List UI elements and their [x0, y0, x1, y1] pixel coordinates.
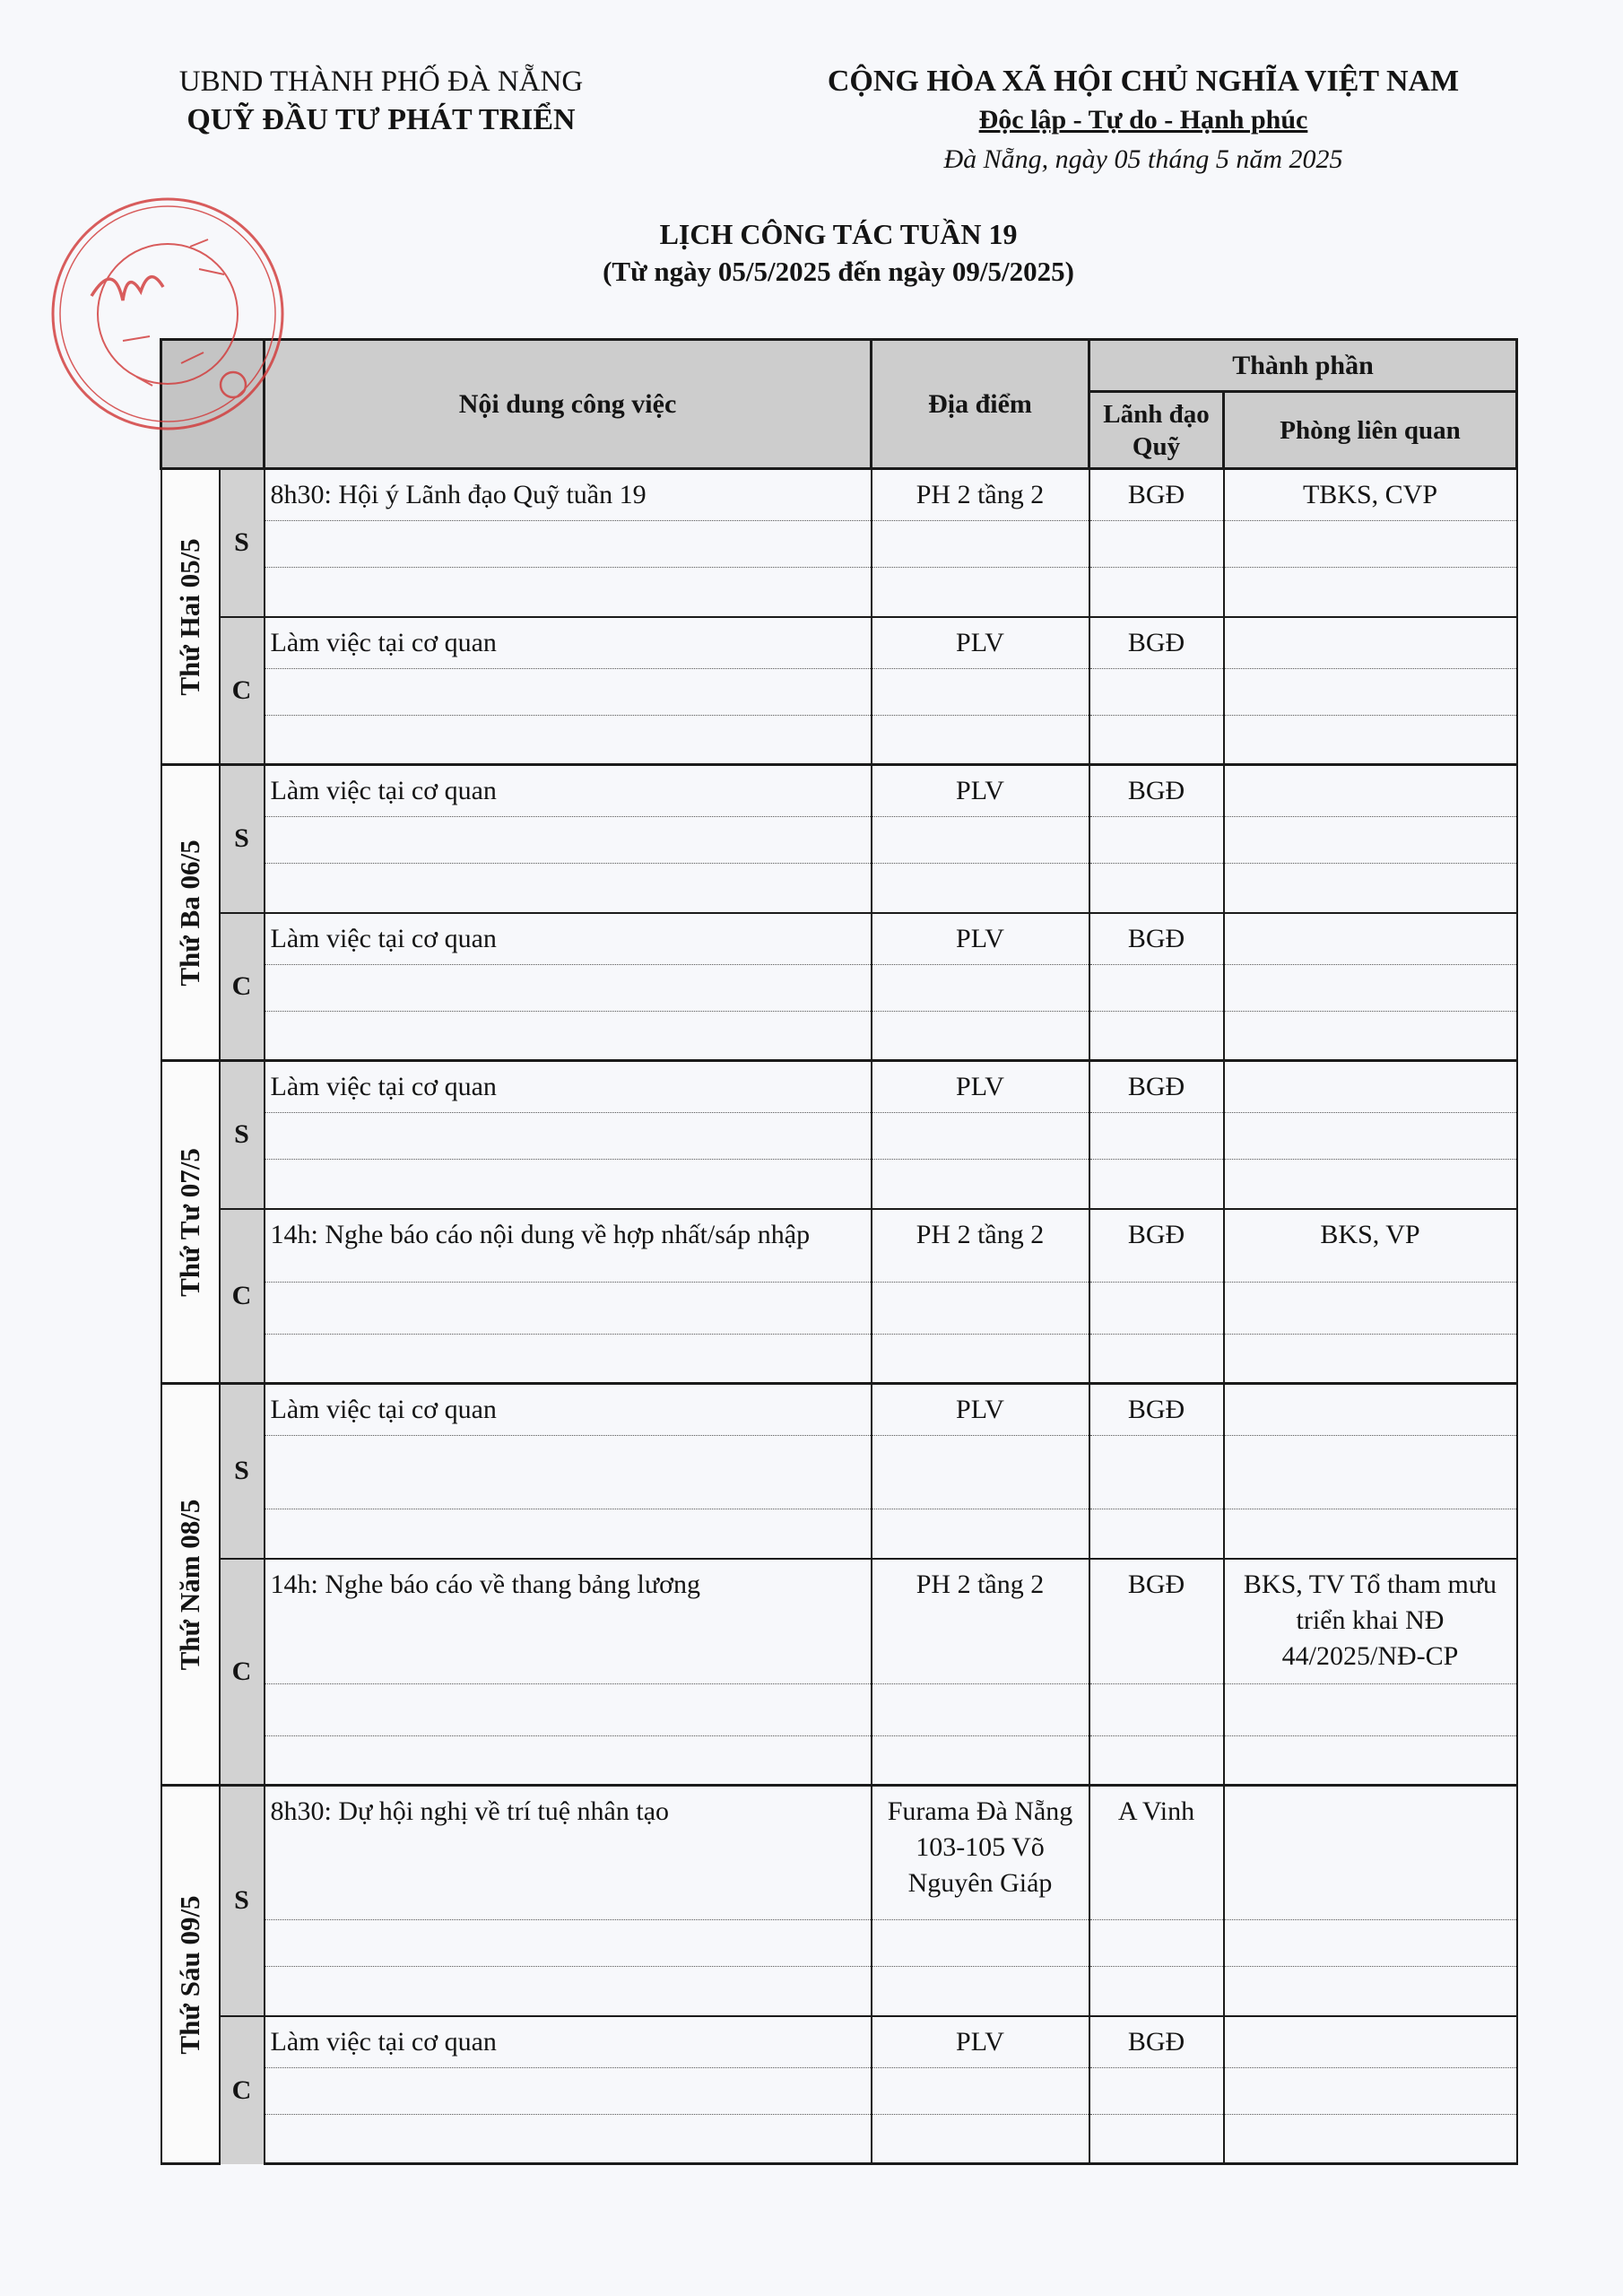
dept-cell	[1224, 817, 1517, 864]
place-text: PH 2 tầng 2	[916, 480, 1045, 509]
document-title	[448, 215, 1228, 291]
place-text: PLV	[956, 776, 1004, 805]
leader-text: BGĐ	[1127, 923, 1185, 953]
task-cell	[265, 1209, 872, 1283]
session-code: S	[220, 1061, 265, 1209]
leader-cell	[1089, 1436, 1224, 1509]
session-code: S	[220, 1384, 265, 1559]
dept-cell	[1224, 2068, 1517, 2115]
table-row	[161, 1786, 1517, 1920]
leader-text: BGĐ	[1127, 1219, 1185, 1249]
dept-cell	[1224, 617, 1517, 669]
dept-text: TBKS, CVP	[1302, 480, 1438, 509]
task-text: 14h: Nghe báo cáo về thang bảng lương	[270, 1569, 701, 1599]
dept-cell	[1224, 521, 1517, 568]
task-cell	[265, 965, 872, 1012]
task-cell	[265, 817, 872, 864]
dept-cell	[1224, 669, 1517, 716]
task-cell	[265, 1967, 872, 2016]
place-cell	[872, 1335, 1089, 1384]
leader-cell	[1089, 617, 1224, 669]
task-cell	[265, 765, 872, 817]
dept-cell	[1224, 965, 1517, 1012]
leader-cell	[1089, 1335, 1224, 1384]
table-row	[161, 817, 1517, 864]
dept-text	[1225, 1385, 1516, 1392]
place-cell	[872, 864, 1089, 913]
day-label: Thứ Năm 08/5	[174, 1499, 205, 1670]
task-cell	[265, 2068, 872, 2115]
place-cell	[872, 1160, 1089, 1209]
task-cell	[265, 469, 872, 521]
session-code: C	[220, 1559, 265, 1786]
day-label: Thứ Tư 07/5	[174, 1147, 205, 1297]
table-row	[161, 2115, 1517, 2164]
leader-cell	[1089, 521, 1224, 568]
day-cell	[161, 765, 220, 1061]
table-row	[161, 1736, 1517, 1786]
table-row	[161, 1509, 1517, 1559]
task-cell	[265, 1736, 872, 1786]
place-cell	[872, 1113, 1089, 1160]
table-row	[161, 617, 1517, 669]
table-row	[161, 2068, 1517, 2115]
place-cell	[872, 913, 1089, 965]
dept-text	[1225, 1062, 1516, 1069]
dept-cell	[1224, 1967, 1517, 2016]
day-cell	[161, 1384, 220, 1786]
place-cell	[872, 1736, 1089, 1786]
dept-cell	[1224, 1920, 1517, 1967]
task-cell	[265, 2115, 872, 2164]
table-row	[161, 965, 1517, 1012]
task-text: Làm việc tại cơ quan	[270, 1395, 497, 1424]
dept-cell	[1224, 2115, 1517, 2164]
place-cell	[872, 1967, 1089, 2016]
session-code: C	[220, 2016, 265, 2164]
dept-cell	[1224, 765, 1517, 817]
leader-cell	[1089, 1384, 1224, 1436]
task-text: 8h30: Dự hội nghị về trí tuệ nhân tạo	[270, 1796, 670, 1826]
task-text: Làm việc tại cơ quan	[270, 776, 497, 805]
table-row	[161, 1920, 1517, 1967]
leader-cell	[1089, 1509, 1224, 1559]
leader-cell	[1089, 765, 1224, 817]
dept-cell	[1224, 1736, 1517, 1786]
title-range: (Từ ngày 05/5/2025 đến ngày 09/5/2025)	[603, 256, 1074, 287]
table-row	[161, 568, 1517, 617]
place-text: PH 2 tầng 2	[916, 1569, 1045, 1599]
task-cell	[265, 1786, 872, 1920]
header-leader: Lãnh đạo Quỹ	[1089, 392, 1224, 469]
task-cell	[265, 864, 872, 913]
leader-cell	[1089, 1684, 1224, 1736]
table-row	[161, 1160, 1517, 1209]
place-text: PLV	[956, 923, 1004, 953]
task-text: Làm việc tại cơ quan	[270, 627, 497, 657]
header-dept: Phòng liên quan	[1224, 392, 1517, 469]
leader-cell	[1089, 2016, 1224, 2068]
place-cell	[872, 1012, 1089, 1061]
task-cell	[265, 521, 872, 568]
header-place: Địa điểm	[872, 340, 1089, 469]
table-row	[161, 1283, 1517, 1335]
dept-cell	[1224, 1335, 1517, 1384]
dept-cell	[1224, 2016, 1517, 2068]
day-label: Thứ Hai 05/5	[174, 537, 205, 696]
seal-stamp-icon	[38, 184, 298, 444]
place-text: PLV	[956, 1395, 1004, 1424]
leader-text: BGĐ	[1127, 2026, 1185, 2057]
leader-cell	[1089, 913, 1224, 965]
session-code: C	[220, 913, 265, 1061]
place-text: PH 2 tầng 2	[916, 1219, 1045, 1249]
leader-cell	[1089, 1160, 1224, 1209]
task-cell	[265, 1335, 872, 1384]
dept-cell	[1224, 1160, 1517, 1209]
place-cell	[872, 1209, 1089, 1283]
dept-cell	[1224, 1283, 1517, 1335]
dept-cell	[1224, 1786, 1517, 1920]
place-cell	[872, 716, 1089, 765]
leader-cell	[1089, 1736, 1224, 1786]
place-cell	[872, 1061, 1089, 1113]
document-date: Đà Nẵng, ngày 05 tháng 5 năm 2025	[943, 144, 1343, 174]
place-cell	[872, 1920, 1089, 1967]
table-row	[161, 765, 1517, 817]
dept-cell	[1224, 864, 1517, 913]
table-row	[161, 716, 1517, 765]
table-row	[161, 1967, 1517, 2016]
place-cell	[872, 1786, 1089, 1920]
leader-text: BGĐ	[1127, 776, 1185, 805]
table-row	[161, 669, 1517, 716]
leader-cell	[1089, 1559, 1224, 1684]
table-row	[161, 1335, 1517, 1384]
task-cell	[265, 1509, 872, 1559]
place-cell	[872, 1436, 1089, 1509]
place-cell	[872, 568, 1089, 617]
title-main: LỊCH CÔNG TÁC TUẦN 19	[659, 218, 1018, 250]
header-task: Nội dung công việc	[265, 340, 872, 469]
task-cell	[265, 617, 872, 669]
leader-cell	[1089, 1967, 1224, 2016]
leader-cell	[1089, 1786, 1224, 1920]
dept-cell	[1224, 1061, 1517, 1113]
dept-cell	[1224, 913, 1517, 965]
session-code: C	[220, 617, 265, 765]
issuer-block	[143, 63, 619, 140]
dept-cell	[1224, 1509, 1517, 1559]
task-cell	[265, 1436, 872, 1509]
place-cell	[872, 2068, 1089, 2115]
place-cell	[872, 521, 1089, 568]
task-cell	[265, 913, 872, 965]
dept-cell	[1224, 568, 1517, 617]
task-text: 8h30: Hội ý Lãnh đạo Quỹ tuần 19	[270, 480, 647, 509]
place-cell	[872, 817, 1089, 864]
place-cell	[872, 1384, 1089, 1436]
dept-cell	[1224, 1436, 1517, 1509]
leader-cell	[1089, 2068, 1224, 2115]
table-row	[161, 1209, 1517, 1283]
table-row	[161, 1684, 1517, 1736]
place-cell	[872, 2115, 1089, 2164]
place-text: PLV	[956, 2026, 1004, 2057]
national-motto: Độc lập - Tự do - Hạnh phúc	[978, 105, 1308, 135]
leader-cell	[1089, 568, 1224, 617]
task-text: Làm việc tại cơ quan	[270, 923, 497, 953]
table-row	[161, 913, 1517, 965]
day-label: Thứ Sáu 09/5	[174, 1894, 205, 2055]
day-cell	[161, 1061, 220, 1384]
place-text: PLV	[956, 627, 1004, 657]
session-code: S	[220, 469, 265, 617]
table-row	[161, 1384, 1517, 1436]
leader-text: BGĐ	[1127, 1072, 1185, 1101]
place-cell	[872, 2016, 1089, 2068]
table-row	[161, 2016, 1517, 2068]
leader-cell	[1089, 1209, 1224, 1283]
task-cell	[265, 1384, 872, 1436]
day-cell	[161, 469, 220, 765]
task-cell	[265, 1684, 872, 1736]
table-body	[161, 469, 1517, 2164]
task-cell	[265, 1113, 872, 1160]
leader-cell	[1089, 817, 1224, 864]
task-cell	[265, 1559, 872, 1684]
leader-cell	[1089, 1283, 1224, 1335]
leader-cell	[1089, 2115, 1224, 2164]
table-row	[161, 521, 1517, 568]
dept-text	[1225, 618, 1516, 625]
leader-cell	[1089, 669, 1224, 716]
dept-cell	[1224, 1113, 1517, 1160]
task-text: 14h: Nghe báo cáo nội dung về hợp nhất/sáp nhập	[270, 1219, 811, 1249]
dept-cell	[1224, 716, 1517, 765]
table-row	[161, 1012, 1517, 1061]
dept-text: BKS, TV Tổ tham mưu triển khai NĐ 44/2025/NĐ-CP	[1243, 1569, 1497, 1671]
dept-cell	[1224, 469, 1517, 521]
table-row	[161, 1436, 1517, 1509]
dept-cell	[1224, 1012, 1517, 1061]
leader-text: A Vinh	[1117, 1796, 1195, 1826]
table-row	[161, 469, 1517, 521]
leader-text: BGĐ	[1127, 480, 1185, 509]
leader-text: BGĐ	[1127, 1395, 1185, 1424]
leader-cell	[1089, 1920, 1224, 1967]
table-row	[161, 1559, 1517, 1684]
national-name: CỘNG HÒA XÃ HỘI CHỦ NGHĨA VIỆT NAM	[827, 65, 1460, 98]
task-text: Làm việc tại cơ quan	[270, 2026, 497, 2057]
national-header	[744, 63, 1542, 179]
task-cell	[265, 1283, 872, 1335]
day-cell	[161, 1786, 220, 2164]
task-cell	[265, 1061, 872, 1113]
task-cell	[265, 716, 872, 765]
dept-text	[1225, 2017, 1516, 2024]
leader-cell	[1089, 716, 1224, 765]
schedule-table	[160, 338, 1518, 2165]
task-cell	[265, 669, 872, 716]
dept-text	[1225, 1787, 1516, 1794]
leader-cell	[1089, 864, 1224, 913]
session-code: C	[220, 1209, 265, 1384]
dept-text	[1225, 914, 1516, 921]
leader-text: BGĐ	[1127, 627, 1185, 657]
issuer-fund: QUỸ ĐẦU TƯ PHÁT TRIỂN	[187, 103, 576, 136]
leader-cell	[1089, 1012, 1224, 1061]
session-code: S	[220, 765, 265, 913]
task-cell	[265, 2016, 872, 2068]
place-cell	[872, 1283, 1089, 1335]
task-cell	[265, 568, 872, 617]
place-cell	[872, 669, 1089, 716]
leader-cell	[1089, 1061, 1224, 1113]
leader-cell	[1089, 469, 1224, 521]
task-text: Làm việc tại cơ quan	[270, 1072, 497, 1101]
place-cell	[872, 965, 1089, 1012]
place-cell	[872, 1509, 1089, 1559]
issuer-city: UBND THÀNH PHỐ ĐÀ NẴNG	[178, 65, 584, 98]
table-header	[161, 340, 1517, 469]
place-text: Furama Đà Nẵng 103-105 Võ Nguyên Giáp	[887, 1796, 1073, 1898]
task-cell	[265, 1012, 872, 1061]
place-cell	[872, 765, 1089, 817]
place-cell	[872, 617, 1089, 669]
place-cell	[872, 469, 1089, 521]
leader-cell	[1089, 965, 1224, 1012]
place-cell	[872, 1684, 1089, 1736]
dept-cell	[1224, 1559, 1517, 1684]
session-code: S	[220, 1786, 265, 2016]
leader-text: BGĐ	[1127, 1569, 1185, 1599]
dept-cell	[1224, 1209, 1517, 1283]
table-row	[161, 1113, 1517, 1160]
leader-cell	[1089, 1113, 1224, 1160]
task-cell	[265, 1160, 872, 1209]
header-participants: Thành phần	[1089, 340, 1517, 392]
day-label: Thứ Ba 06/5	[174, 839, 205, 987]
place-text: PLV	[956, 1072, 1004, 1101]
dept-cell	[1224, 1384, 1517, 1436]
table-row	[161, 864, 1517, 913]
task-cell	[265, 1920, 872, 1967]
dept-text: BKS, VP	[1320, 1219, 1420, 1249]
place-cell	[872, 1559, 1089, 1684]
dept-text	[1225, 766, 1516, 773]
table-row	[161, 1061, 1517, 1113]
dept-cell	[1224, 1684, 1517, 1736]
